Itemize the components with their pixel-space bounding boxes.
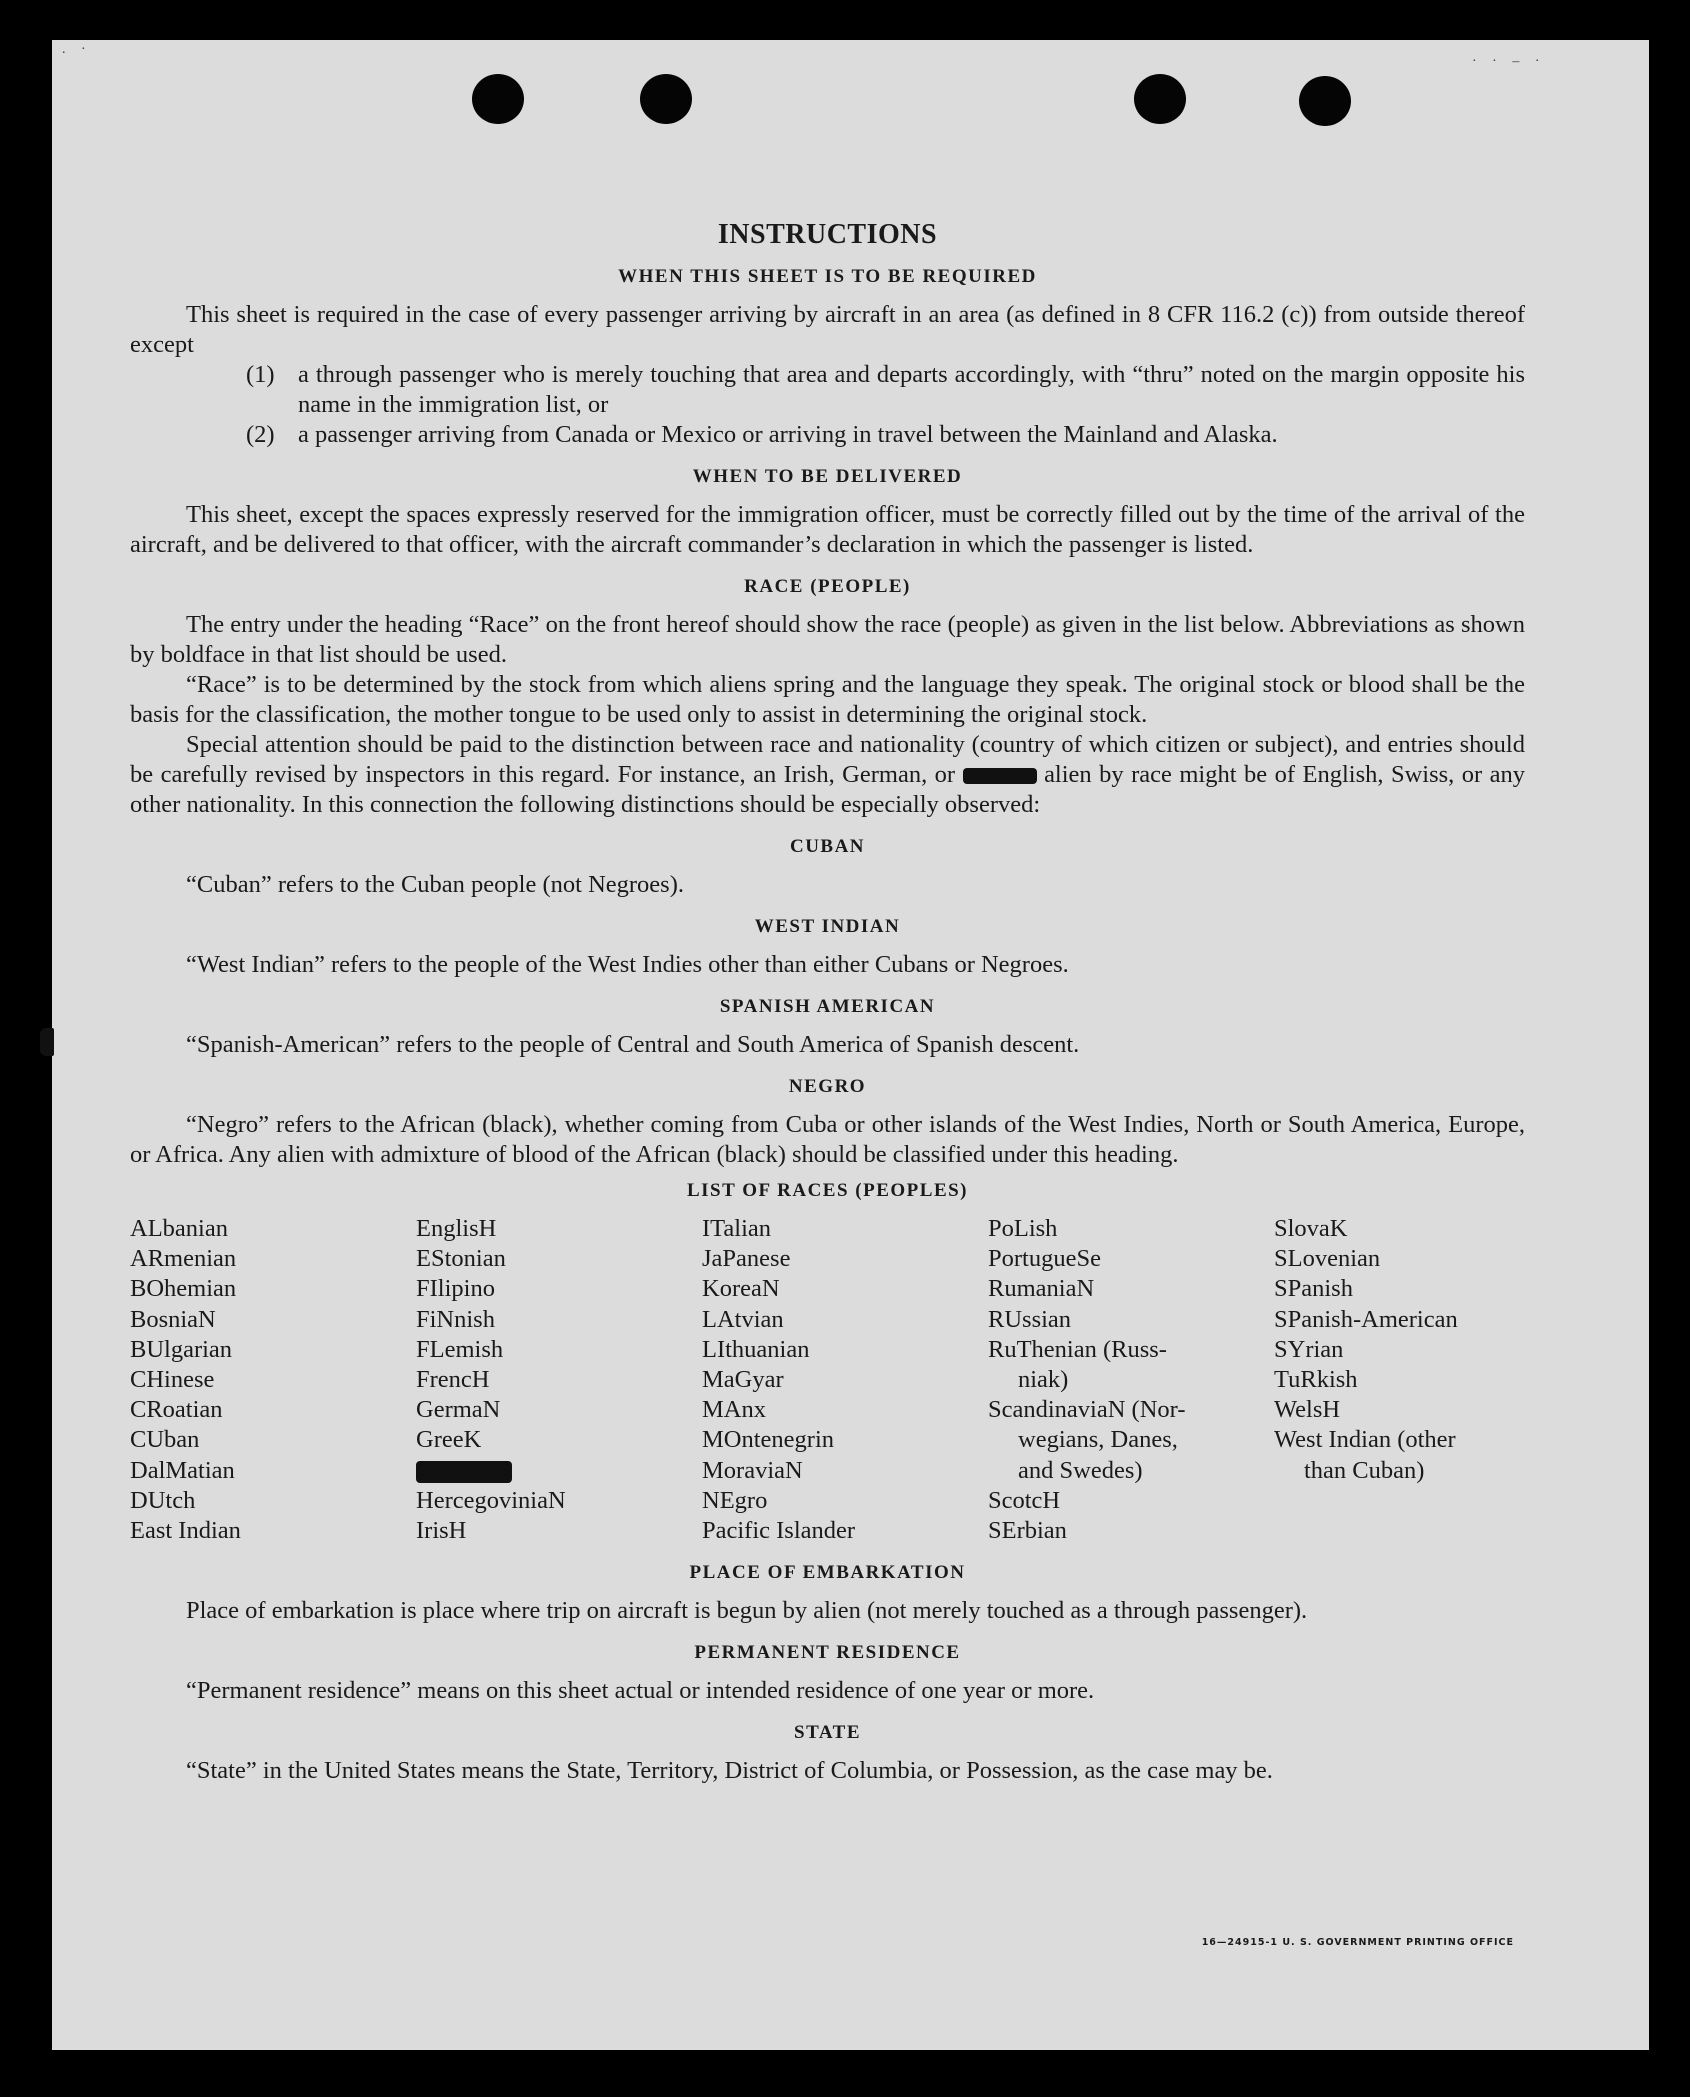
edge-scan-mark	[40, 1028, 54, 1056]
race-entry: RuThenian (Russ-	[988, 1335, 1167, 1363]
race-entry: FLemish	[416, 1335, 504, 1363]
races-column-2	[416, 1214, 702, 1546]
redaction-mark	[963, 768, 1037, 784]
race-entry: wegians, Danes,	[1018, 1426, 1178, 1454]
heading-embarkation: PLACE OF EMBARKATION	[689, 1562, 966, 1584]
races-column-4	[988, 1214, 1274, 1546]
race-entry: IrisH	[416, 1517, 467, 1545]
punch-hole-4	[1299, 76, 1351, 126]
race-entry: TuRkish	[1274, 1366, 1358, 1394]
heading-spanish-american: SPANISH AMERICAN	[719, 996, 936, 1017]
scan-specks-right: · · – ·	[1472, 54, 1546, 69]
cuban-text: “Cuban” refers to the Cuban people (not Negroes).	[186, 871, 684, 898]
race-entry: niak)	[1018, 1366, 1069, 1394]
race-paragraph-2: “Race” is to be determined by the stock from which aliens spring and the language they speak. The original stock or blood shall be the basis for the classification, the mother tongue to be used only to assist in determining the original stock.	[130, 671, 1525, 728]
embarkation-text: Place of embarkation is place where trip on aircraft is begun by alien (not merely touched as a through passenger).	[186, 1597, 1308, 1625]
race-entry: RumaniaN	[988, 1275, 1095, 1303]
exception-item-number: (1)	[246, 361, 275, 388]
race-entry: BUlgarian	[130, 1335, 233, 1363]
heading-negro: NEGRO	[788, 1076, 867, 1097]
race-entry: KoreaN	[702, 1275, 780, 1303]
race-entry: Pacific Islander	[702, 1517, 856, 1545]
west-indian-text: “West Indian” refers to the people of the West Indies other than either Cubans or Negroes.	[186, 951, 1069, 978]
exception-item-number: (2)	[246, 421, 275, 448]
heading-when-required: WHEN THIS SHEET IS TO BE REQUIRED	[618, 266, 1037, 287]
heading-permanent-residence: PERMANENT RESIDENCE	[694, 1642, 961, 1664]
race-entry: MaGyar	[702, 1366, 784, 1394]
printing-office-imprint: 16—24915-1 U. S. GOVERNMENT PRINTING OFFICE	[1201, 1937, 1514, 1948]
race-entry: JaPanese	[702, 1245, 791, 1273]
race-entry: ARmenian	[130, 1245, 237, 1273]
race-entry: FIlipino	[416, 1275, 495, 1303]
race-entry: ScotcH	[988, 1486, 1061, 1514]
exception-item-2	[246, 420, 1525, 450]
page-title: INSTRUCTIONS	[717, 219, 938, 250]
race-entry: ALbanian	[130, 1215, 228, 1242]
heading-west-indian: WEST INDIAN	[754, 916, 901, 937]
when-required-intro: This sheet is required in the case of every passenger arriving by aircraft in an area (as defined in 8 CFR 116.2 (c)) from outside thereof except	[130, 301, 1525, 358]
race-paragraph-3a: Special attention should be paid to the distinction between race and nationality (country of which citizen or subject), and entries should be carefully revised by inspectors in this regard. For instance, an Irish, German, or	[130, 731, 1525, 788]
race-entry: PortugueSe	[988, 1245, 1101, 1273]
race-entry: CUban	[130, 1426, 200, 1454]
race-entry: ScandinaviaN (Nor-	[988, 1396, 1186, 1424]
race-entry: LAtvian	[702, 1305, 784, 1333]
race-entry: RUssian	[988, 1305, 1072, 1333]
race-entry: BOhemian	[130, 1275, 237, 1303]
exception-item-text: a through passenger who is merely touching that area and departs accordingly, with “thru” noted on the margin opposite his name in the immigration list, or	[298, 361, 1525, 418]
negro-text: “Negro” refers to the African (black), whether coming from Cuba or other islands of the West Indies, North or South America, Europe, or Africa. Any alien with admixture of blood of the African (black) should be classified under this heading.	[130, 1111, 1525, 1168]
race-entry: EnglisH	[416, 1215, 497, 1242]
heading-cuban: CUBAN	[789, 836, 866, 857]
race-entry: WelsH	[1274, 1396, 1341, 1424]
races-column-3	[702, 1214, 988, 1546]
punch-hole-1	[472, 74, 524, 124]
race-entry: West Indian (other	[1274, 1426, 1456, 1454]
races-column-1	[130, 1214, 416, 1546]
permanent-residence-text: “Permanent residence” means on this sheet actual or intended residence of one year or more.	[186, 1677, 1095, 1705]
race-entry: SLovenian	[1274, 1245, 1381, 1273]
heading-state: STATE	[794, 1722, 861, 1744]
punch-hole-2	[640, 74, 692, 124]
when-delivered-text: This sheet, except the spaces expressly reserved for the immigration officer, must be correctly filled out by the time of the arrival of the aircraft, and be delivered to that officer, with the aircraft commander’s declaration in which the passenger is listed.	[130, 501, 1525, 558]
exception-item-text: a passenger arriving from Canada or Mexico or arriving in travel between the Mainland and Alaska.	[298, 421, 1278, 448]
redaction-mark	[416, 1461, 512, 1483]
race-paragraph-3b: alien by race might be of English, Swiss, or any other nationality. In this connection the following distinctions should be especially observed:	[130, 761, 1526, 818]
race-entry: DalMatian	[130, 1456, 235, 1484]
race-entry: CHinese	[130, 1366, 215, 1394]
race-entry: East Indian	[130, 1517, 241, 1545]
race-entry: HercegoviniaN	[416, 1486, 566, 1514]
race-entry: PoLish	[988, 1215, 1058, 1242]
race-entry: than Cuban)	[1304, 1456, 1425, 1484]
race-entry: and Swedes)	[1018, 1456, 1143, 1484]
races-column-5	[1274, 1214, 1560, 1546]
race-entry: MoraviaN	[702, 1456, 803, 1484]
race-entry: NEgro	[702, 1486, 768, 1514]
race-entry: EStonian	[416, 1245, 506, 1273]
scan-specks-left: . ·	[62, 42, 92, 57]
race-entry: SPanish-American	[1274, 1305, 1458, 1333]
punch-hole-3	[1134, 74, 1186, 124]
state-text: “State” in the United States means the State, Territory, District of Columbia, or Possession, as the case may be.	[186, 1757, 1273, 1785]
race-entry-redacted	[416, 1456, 702, 1486]
race-entry: SErbian	[988, 1517, 1067, 1545]
race-paragraph-1: The entry under the heading “Race” on the front hereof should show the race (people) as given in the list below. Abbreviations as shown by boldface in that list should be used.	[130, 611, 1525, 668]
heading-when-delivered: WHEN TO BE DELIVERED	[692, 466, 963, 487]
document-sheet	[52, 40, 1649, 2050]
heading-list-of-races: LIST OF RACES (PEOPLES)	[686, 1180, 969, 1201]
race-entry: BosniaN	[130, 1305, 216, 1333]
race-entry: MAnx	[702, 1396, 766, 1424]
race-entry: ITalian	[702, 1215, 772, 1242]
instructions-content	[130, 220, 1525, 1786]
spanish-american-text: “Spanish-American” refers to the people of Central and South America of Spanish descent.	[186, 1031, 1080, 1058]
exception-item-1	[246, 360, 1525, 420]
race-entry: FiNnish	[416, 1305, 495, 1333]
race-entry: DUtch	[130, 1486, 196, 1514]
race-entry: SYrian	[1274, 1335, 1344, 1363]
races-list	[130, 1214, 1525, 1546]
race-entry: GreeK	[416, 1426, 482, 1454]
race-entry: SlovaK	[1274, 1215, 1348, 1242]
race-entry: SPanish	[1274, 1275, 1353, 1303]
race-entry: GermaN	[416, 1396, 501, 1424]
race-entry: MOntenegrin	[702, 1426, 834, 1454]
heading-race: RACE (PEOPLE)	[744, 576, 911, 597]
race-entry: FrencH	[416, 1366, 490, 1394]
race-entry: LIthuanian	[702, 1335, 810, 1363]
race-paragraph-3	[130, 730, 1525, 820]
race-entry: CRoatian	[130, 1396, 223, 1424]
